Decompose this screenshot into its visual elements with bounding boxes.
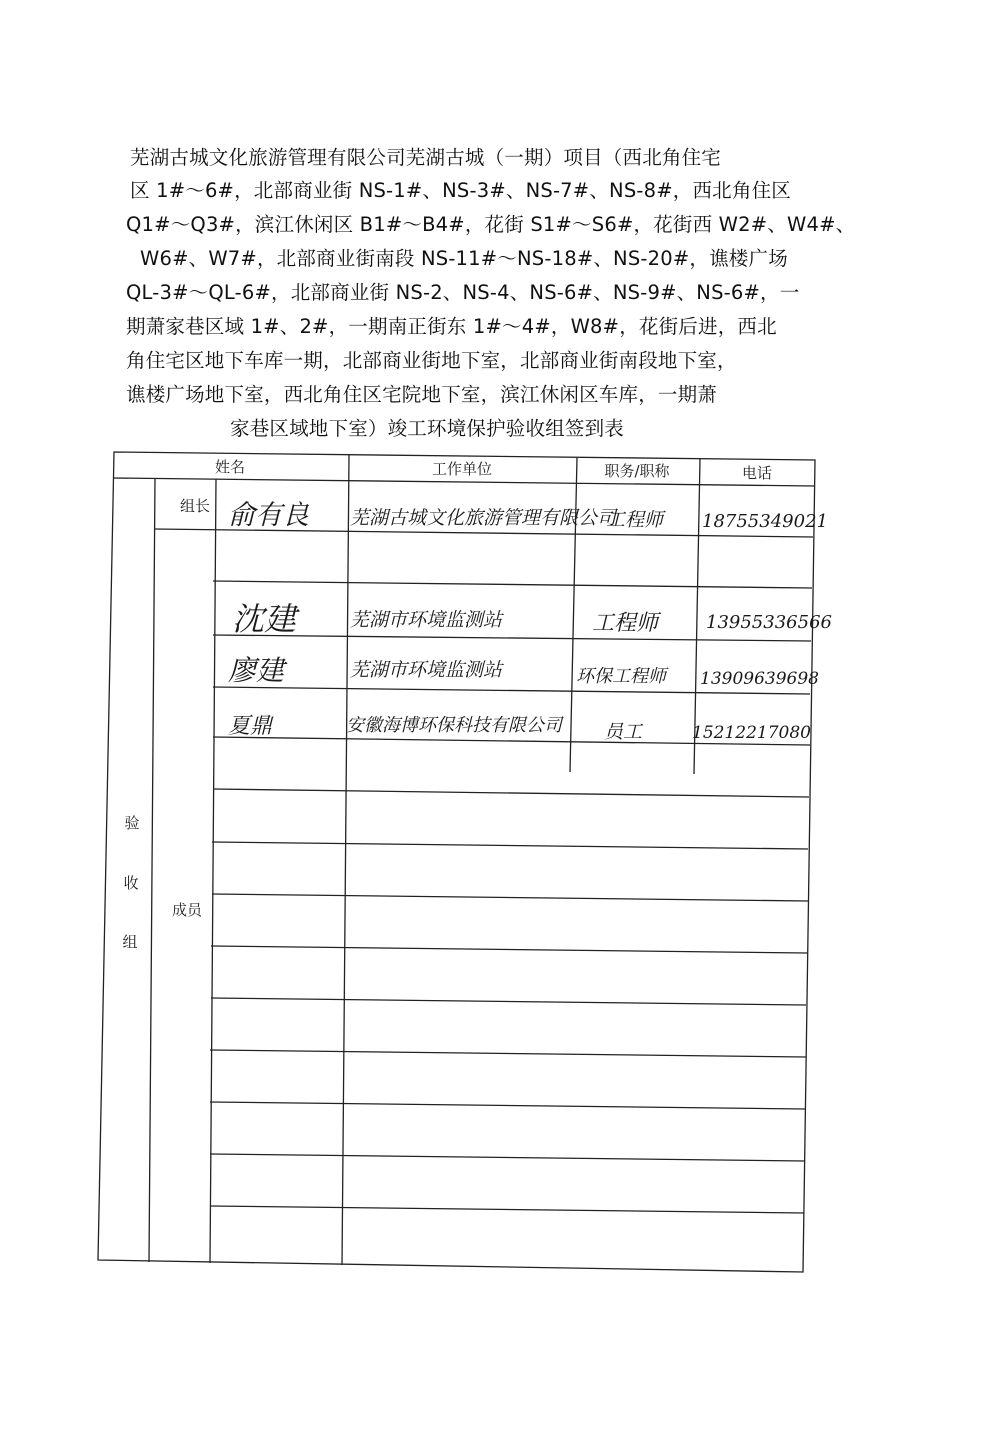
header-phone: 电话 — [741, 464, 773, 482]
title-line: 芜湖古城文化旅游管理有限公司芜湖古城（一期）项目（西北角住宅 — [130, 146, 722, 169]
group-label-char: 收 — [123, 874, 139, 892]
member-name: 沈建 — [232, 600, 297, 638]
member-unit: 安徽海博环保科技有限公司 — [346, 715, 562, 736]
group-label-char: 组 — [122, 933, 138, 951]
leader-name: 俞有良 — [228, 500, 309, 531]
leader-phone: 18755349021 — [702, 511, 828, 532]
member-phone: 13909639698 — [700, 669, 819, 689]
member-phone: 13955336566 — [706, 612, 832, 633]
members-label: 成员 — [171, 901, 203, 919]
member-phone: 15212217080 — [692, 723, 811, 743]
title-line: 角住宅区地下车库一期，北部商业街地下室，北部商业街南段地下室， — [126, 349, 737, 372]
member-position: 环保工程师 — [576, 666, 666, 687]
title-line: Q1#～Q3#，滨江休闲区 B1#～B4#，花街 S1#～S6#，花街西 W2#、W4#、 — [126, 213, 856, 236]
table-grid — [98, 452, 815, 1272]
group-label-char: 验 — [124, 814, 140, 832]
leader-unit: 芜湖古城文化旅游管理有限公司 — [350, 507, 617, 529]
header-unit: 工作单位 — [431, 460, 493, 478]
title-line: 区 1#～6#，北部商业街 NS-1#、NS-3#、NS-7#、NS-8#，西北角住区 — [130, 179, 791, 202]
leader-label: 组长 — [179, 497, 211, 515]
title-line: W6#、W7#，北部商业街南段 NS-11#～NS-18#、NS-20#，谯楼广场 — [140, 247, 788, 270]
header-name: 姓名 — [214, 458, 246, 476]
member-name: 廖建 — [228, 654, 285, 687]
member-unit: 芜湖市环境监测站 — [350, 609, 503, 631]
member-row — [232, 600, 832, 638]
title-line: QL-3#～QL-6#，北部商业街 NS-2、NS-4、NS-6#、NS-9#、NS-6#，一 — [126, 281, 800, 304]
title-line: 期萧家巷区域 1#、2#，一期南正街东 1#～4#，W8#，花街后进，西北 — [126, 315, 777, 338]
member-row — [228, 654, 819, 689]
title-line: 谯楼广场地下室，西北角住区宅院地下室，滨江休闲区车库，一期萧 — [126, 383, 718, 406]
title-line: 家巷区域地下室）竣工环境保护验收组签到表 — [230, 417, 625, 440]
header-position: 职务/职称 — [604, 462, 670, 480]
member-position: 员工 — [604, 721, 643, 743]
member-position: 工程师 — [592, 611, 659, 636]
member-unit: 芜湖市环境监测站 — [350, 659, 503, 681]
member-name: 夏鼎 — [228, 714, 273, 739]
leader-position: 工程师 — [606, 509, 664, 531]
